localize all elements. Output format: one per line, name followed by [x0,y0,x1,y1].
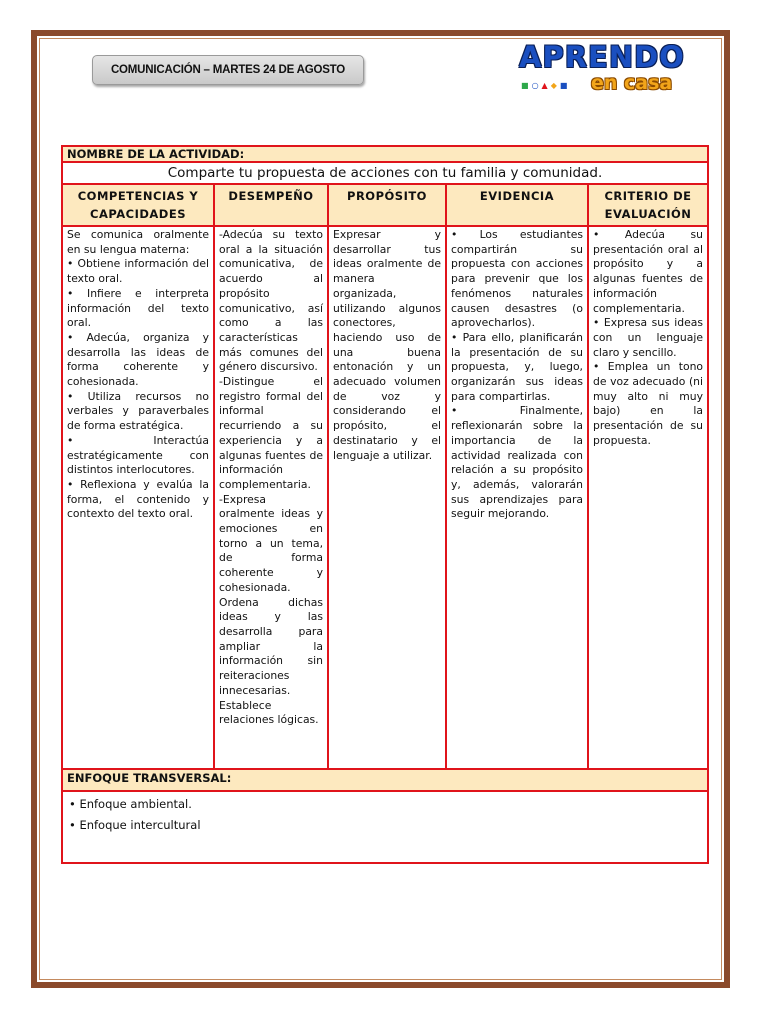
competencia-item: • Interactúa estratégicamente con distintos interlocutores. [67,433,209,477]
header-proposito: PROPÓSITO [328,184,446,226]
header-criterio: CRITERIO DE EVALUACIÓN [588,184,708,226]
evidencia-cell [446,226,588,769]
desempeno-item: -Expresa oralmente ideas y emociones en torno a un tema, de forma coherente y cohesionada. Ordena dichas ideas y las desarrolla para ampliar la información sin reiteraciones innecesarias. Establece relaciones lógicas. [219,492,323,727]
desempeno-item: -Distingue el registro formal del informal recurriendo a su experiencia y a algunas fuentes de información complementaria. [219,375,323,491]
evidencia-item: • Para ello, planificarán la presentación de su propuesta, y, luego, organizarán sus ideas para compartirlas. [451,330,583,403]
logo-bottom-text: en casa [591,72,673,94]
competencia-item: • Obtiene información del texto oral. [67,257,209,286]
aprendo-en-casa-logo [517,42,697,100]
activity-title: Comparte tu propuesta de acciones con tu familia y comunidad. [62,162,708,184]
enfoque-transversal-label: ENFOQUE TRANSVERSAL: [62,769,708,791]
proposito-text: Expresar y desarrollar tus ideas oralmente de manera organizada, utilizando algunos conectores, haciendo uso de una buena entonación y un adecuado volumen de voz y considerando el propósito, el destinatario y el lenguaje a utilizar. [333,228,441,462]
enfoque-item: • Enfoque intercultural [69,818,201,832]
activity-name-label: NOMBRE DE LA ACTIVIDAD: [62,146,708,162]
criterio-item: • Emplea un tono de voz adecuado (ni muy alto ni muy bajo) en la presentación de su propuesta. [593,360,704,447]
competencia-item: Se comunica oralmente en su lengua materna: [67,228,209,256]
competencia-item: • Reflexiona y evalúa la forma, el contenido y contexto del texto oral. [67,477,209,521]
enfoque-list [62,791,708,863]
logo-top-text: APRENDO [519,40,685,74]
desempeno-item: -Adecúa su texto oral a la situación comunicativa, de acuerdo al propósito comunicativo, así como a las características más comunes del género discursivo. [219,228,323,374]
desempeno-cell [214,226,328,769]
enfoque-item: • Enfoque ambiental. [69,797,192,811]
activity-table [61,145,709,864]
logo-decoration-icon: ■○▲◆■ [521,81,571,90]
criterio-item: • Adecúa su presentación oral al propósito y a algunas fuentes de información complementaria. [593,228,704,315]
subject-date-banner: COMUNICACIÓN – MARTES 24 DE AGOSTO [92,55,364,85]
competencias-cell [62,226,214,769]
proposito-cell [328,226,446,769]
evidencia-item: • Finalmente, reflexionarán sobre la importancia de la actividad realizada con relación a su propósito y, además, valorarán sus aprendizajes para seguir mejorando. [451,404,583,521]
criterio-cell [588,226,708,769]
competencia-item: • Infiere e interpreta información del texto oral. [67,286,209,330]
header-evidencia: EVIDENCIA [446,184,588,226]
header-desempeno: DESEMPEÑO [214,184,328,226]
criterio-item: • Expresa sus ideas con un lenguaje claro y sencillo. [593,316,704,359]
competencia-item: • Adecúa, organiza y desarrolla las ideas de forma coherente y cohesionada. [67,330,209,389]
header-competencias: COMPETENCIAS Y CAPACIDADES [62,184,214,226]
competencia-item: • Utiliza recursos no verbales y paraverbales de forma estratégica. [67,389,209,433]
evidencia-item: • Los estudiantes compartirán su propuesta con acciones para prevenir que los fenómenos naturales causen desastres (o aprovecharlos). [451,228,583,330]
